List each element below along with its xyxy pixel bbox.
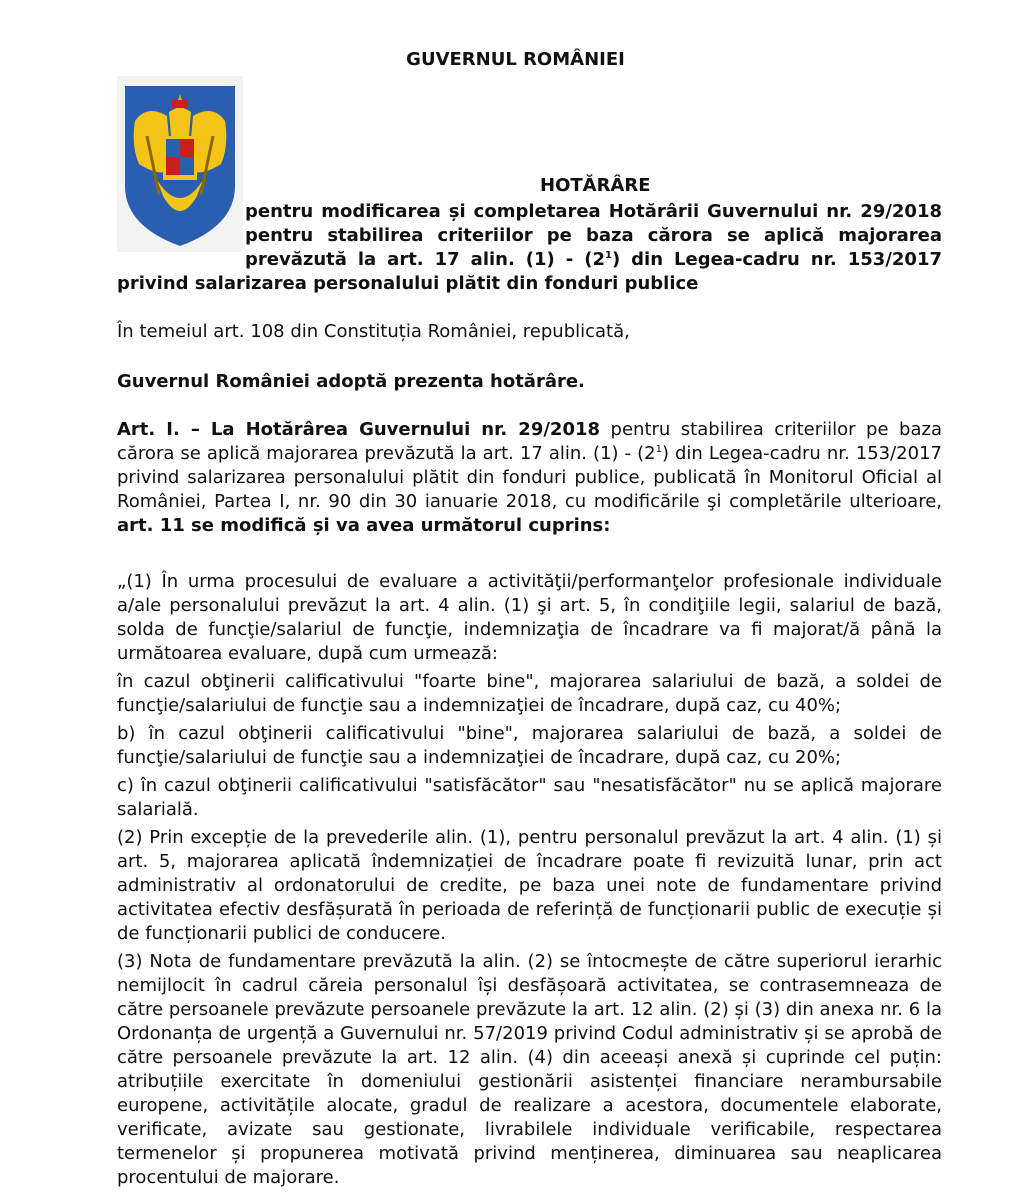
article-one: Art. I. – La Hotărârea Guvernului nr. 29/2018 pentru stabilirea criteriilor pe baza cărora se aplică majorarea prevăzută la art. 17 alin. $(1) - (2^1)$ din Legea-cadru nr. 153/2017 privind salarizarea personalului plătit din fonduri publice, publicată în Monitorul Oficial al României, Partea I, nr. 90 din 30 ianuarie 2018, cu modificările şi completările ulterioare, art. 11 se modifică și va avea următorul cuprins: — [117, 419, 942, 536]
subject-line: pentru stabilirea criteriilor pe baza cărora se aplică majorarea — [245, 225, 942, 246]
subject-line: pentru modificarea și completarea Hotărârii Guvernului nr. 29/2018 — [245, 201, 942, 222]
subject-line-last: privind salarizarea personalului plătit din fonduri publice — [117, 273, 699, 294]
government-title: GUVERNUL ROMÂNIEI — [406, 49, 625, 70]
item-a: în cazul obţinerii calificativului "foarte bine", majorarea salariului de bază, a soldei de funcţie/salariului de funcţie sau a indemnizaţiei de încadrare, după caz, cu 40%; — [117, 671, 942, 716]
adoption-statement: Guvernul României adoptă prezenta hotărâre. — [117, 371, 585, 392]
subject-line: prevăzută la art. 17 alin. $(1) - (2^1)$ din Legea-cadru nr. 153/2017 — [245, 249, 942, 270]
article-eleven-text — [117, 570, 942, 1190]
paragraph-3: (3) Nota de fundamentare prevăzută la alin. (2) se întocmește de către superiorul ierarhic nemijlocit în cadrul căreia personalul își desfășoară activitatea, se contrasemneaza de către persoanele prevăzute persoanele prevăzute la art. 12 alin. (2) și (3) din anexa nr. 6 la Ordonanța de urgență a Guvernului nr. 57/2019 privind Codul administrativ și se aprobă de către persoanele prevăzute la art. 12 alin. (4) din aceeași anexă și cuprinde cel puțin: atribuțiile exercitate în domeniului gestionării asistenței financiare nerambursabile europene, activitățile alocate, gradul de realizare a acestora, documentele elaborate, verificate, avizate sau gestionate, livrabilele individuale verificabile, respectarea termenelor și propunerea motivată privind menținerea, diminuarea sau neaplicarea procentului de majorare. — [117, 951, 942, 1188]
item-b: b) în cazul obţinerii calificativului "bine", majorarea salariului de bază, a soldei de funcţie/salariului de funcţie sau a indemnizaţiei de încadrare, după caz, cu 20%; — [117, 723, 942, 768]
paragraph-2: (2) Prin excepție de la prevederile alin. (1), pentru personalul prevăzut la art. 4 alin. (1) și art. 5, majorarea aplicată îndemnizației de încadrare poate fi revizuită lunar, prin act administrativ al ordonatorului de credite, pe baza unei note de fundamentare privind activitatea efectiv desfășurată în perioada de referință de funcționarii public de execuție și de funcționarii publici de conducere. — [117, 827, 942, 944]
decision-subject — [245, 200, 942, 272]
decision-title: HOTĂRÂRE — [540, 175, 651, 196]
article-one-lead: Art. I. – La Hotărârea Guvernului nr. 29/2018 — [117, 419, 601, 440]
item-c: c) în cazul obţinerii calificativului "satisfăcător" sau "nesatisfăcător" nu se aplică majorare salarială. — [117, 775, 942, 820]
coat-of-arms-icon — [117, 76, 243, 252]
paragraph-1: „(1) În urma procesului de evaluare a activităţii/performanţelor profesionale individuale a/ale personalului prevăzut la art. 4 alin. (1) şi art. 5, în condiţiile legii, salariul de bază, solda de funcţie/salariul de funcţie, indemnizaţia de încadrare va fi majorat/ă până la următoarea evaluare, după cum urmează: — [117, 571, 942, 664]
article-one-tail: art. 11 se modifică și va avea următorul cuprins: — [117, 515, 611, 536]
legal-basis: În temeiul art. 108 din Constituția României, republicată, — [117, 321, 630, 342]
